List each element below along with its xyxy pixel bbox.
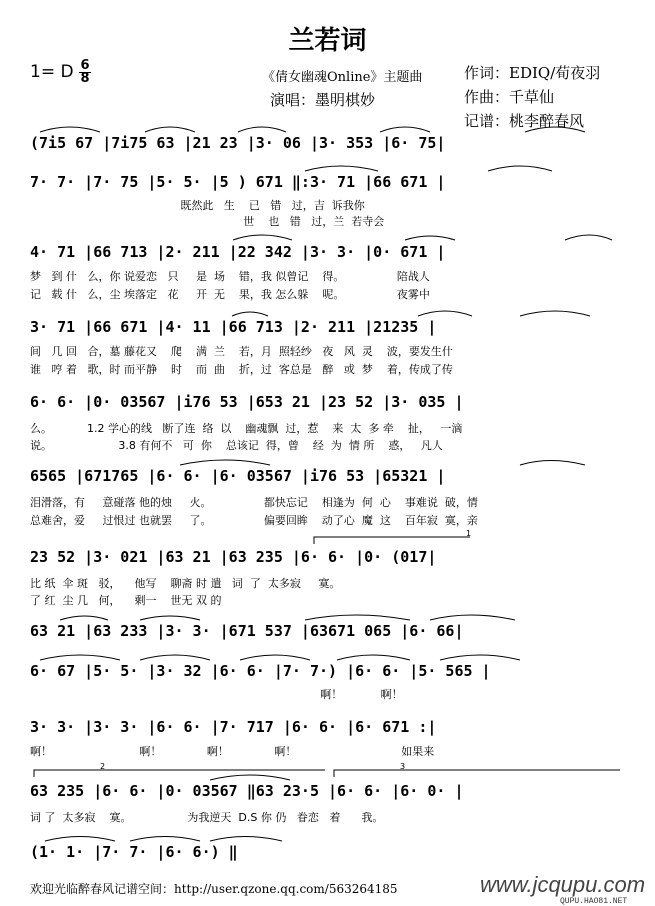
svg-text:1: 1 xyxy=(466,529,472,538)
time-signature-top: 6 xyxy=(80,58,90,73)
lyric-line-3a: 梦 到 什 么，你 说爱恋 只 是 场 错，我 似曾记 得。 陪战人 xyxy=(30,270,430,283)
score-line-10: 3· 3· |3· 3· |6· 6· |7· 717 |6· 6· |6· 671 :| xyxy=(30,718,437,736)
score-line-8: 63 21 |63 233 |3· 3· |671 537 |63671 065 |6· 66| xyxy=(30,622,464,640)
score-line-3: 4· 71 |66 713 |2· 211 |22 342 |3· 3· |0· 671 | xyxy=(30,243,446,261)
svg-text:2: 2 xyxy=(100,762,106,771)
lyric-line-3b: 记 载 什 么，尘 埃落定 花 开 无 果，我 怎么躲 呢。 夜雾中 xyxy=(30,288,430,301)
lyric-line-9a: 啊！ 啊！ xyxy=(30,688,403,701)
lyric-line-5a: 么。 1.2 学心的线 断了连 络 以 幽魂飘 过，惹 来 太 多 牵 扯， 一滴 xyxy=(30,422,463,435)
lyric-line-6a: 泪滑落，有 意碰落 他的烛 火。 都快忘记 相逢为 何 心 事难说 破，情 xyxy=(30,496,478,509)
lyric-line-10a: 啊！ 啊！ 啊！ 啊！ 如果来 xyxy=(30,745,435,758)
page-title: 兰若词 xyxy=(288,26,367,56)
lyric-line-4b: 谁 哼 着 歌，时 而平静 时 而 曲 折，过 客总是 醉 或 梦 着，传成了传 xyxy=(30,363,453,376)
lyric-line-7a: 比 纸 伞 斑 驳， 他写 聊斋 时 遣 词 了 太多寂 寞。 xyxy=(30,577,341,590)
lyric-line-11a: 词 了 太多寂 寞。 为我逆天 D.S 你 仍 眷恋 着 我。 xyxy=(30,811,384,824)
time-signature-bottom: 8 xyxy=(80,71,90,86)
score-line-6: 6565 |671765 |6· 6· |6· 03567 |i76 53 |65321 | xyxy=(30,467,446,485)
svg-text:3: 3 xyxy=(400,762,406,771)
score-line-2: 7· 7· |7· 75 |5· 5· |5 ) 671 ‖:3· 71 |66 671 | xyxy=(30,173,446,191)
site-watermark: www.jcqupu.com xyxy=(480,872,646,897)
subtitle: 《倩女幽魂Online》主题曲 xyxy=(262,70,423,85)
lyric-line-7b: 了 红 尘 几 何， 剩一 世无 双 的 xyxy=(30,594,222,607)
score-line-9: 6· 67 |5· 5· |3· 32 |6· 6· |7· 7·) |6· 6· |5· 565 | xyxy=(30,662,491,680)
lyric-line-2b: 世 也 错 过，兰 若寺会 xyxy=(30,215,385,228)
score-line-12: (1· 1· |7· 7· |6· 6·) ‖ xyxy=(30,843,238,861)
lyric-line-6b: 总难舍，爱 过恨过 也就罢 了。 偏要回眸 动了心 魔 这 百年寂 寞，亲 xyxy=(30,514,478,527)
lyric-line-5b: 说。 3.8 有何不 可 你 总该记 得，曾 经 为 情 所 惑， 凡人 xyxy=(30,439,443,452)
score-line-1: (7i5 67 |7i75 63 |21 23 |3· 06 |3· 353 |6· 75| xyxy=(30,134,446,152)
site-watermark-small: QUPU.HAO81.NET xyxy=(560,897,628,906)
lyric-line-2a: 既然此 生 已 错 过，吉 诉我你 xyxy=(30,199,365,212)
lyricist-credit: 作词：EDIQ/荀夜羽 xyxy=(464,64,601,82)
score-line-4: 3· 71 |66 671 |4· 11 |66 713 |2· 211 |21235 | xyxy=(30,318,437,336)
score-line-7: 23 52 |3· 021 |63 21 |63 235 |6· 6· |0· (017| xyxy=(30,548,437,566)
key-signature: 1= D xyxy=(30,62,74,82)
singer-credit: 演唱：墨明棋妙 xyxy=(270,91,376,109)
composer-credit: 作曲：千草仙 xyxy=(464,88,555,106)
lyric-line-4a: 间 几 回 合，墓 藤花又 爬 满 兰 若，月 照轻纱 夜 风 灵 波，要发生什 xyxy=(30,345,453,358)
score-line-5: 6· 6· |0· 03567 |i76 53 |653 21 |23 52 |3· 035 | xyxy=(30,393,464,411)
transcriber-credit: 记谱：桃李醉春风 xyxy=(464,112,585,130)
score-line-11: 63 235 |6· 6· |0· 03567 ‖63 23·5 |6· 6· |6· 0· | xyxy=(30,782,464,800)
footer-url: 欢迎光临醉春风记谱空间：http://user.qzone.qq.com/563264185 xyxy=(30,882,398,896)
